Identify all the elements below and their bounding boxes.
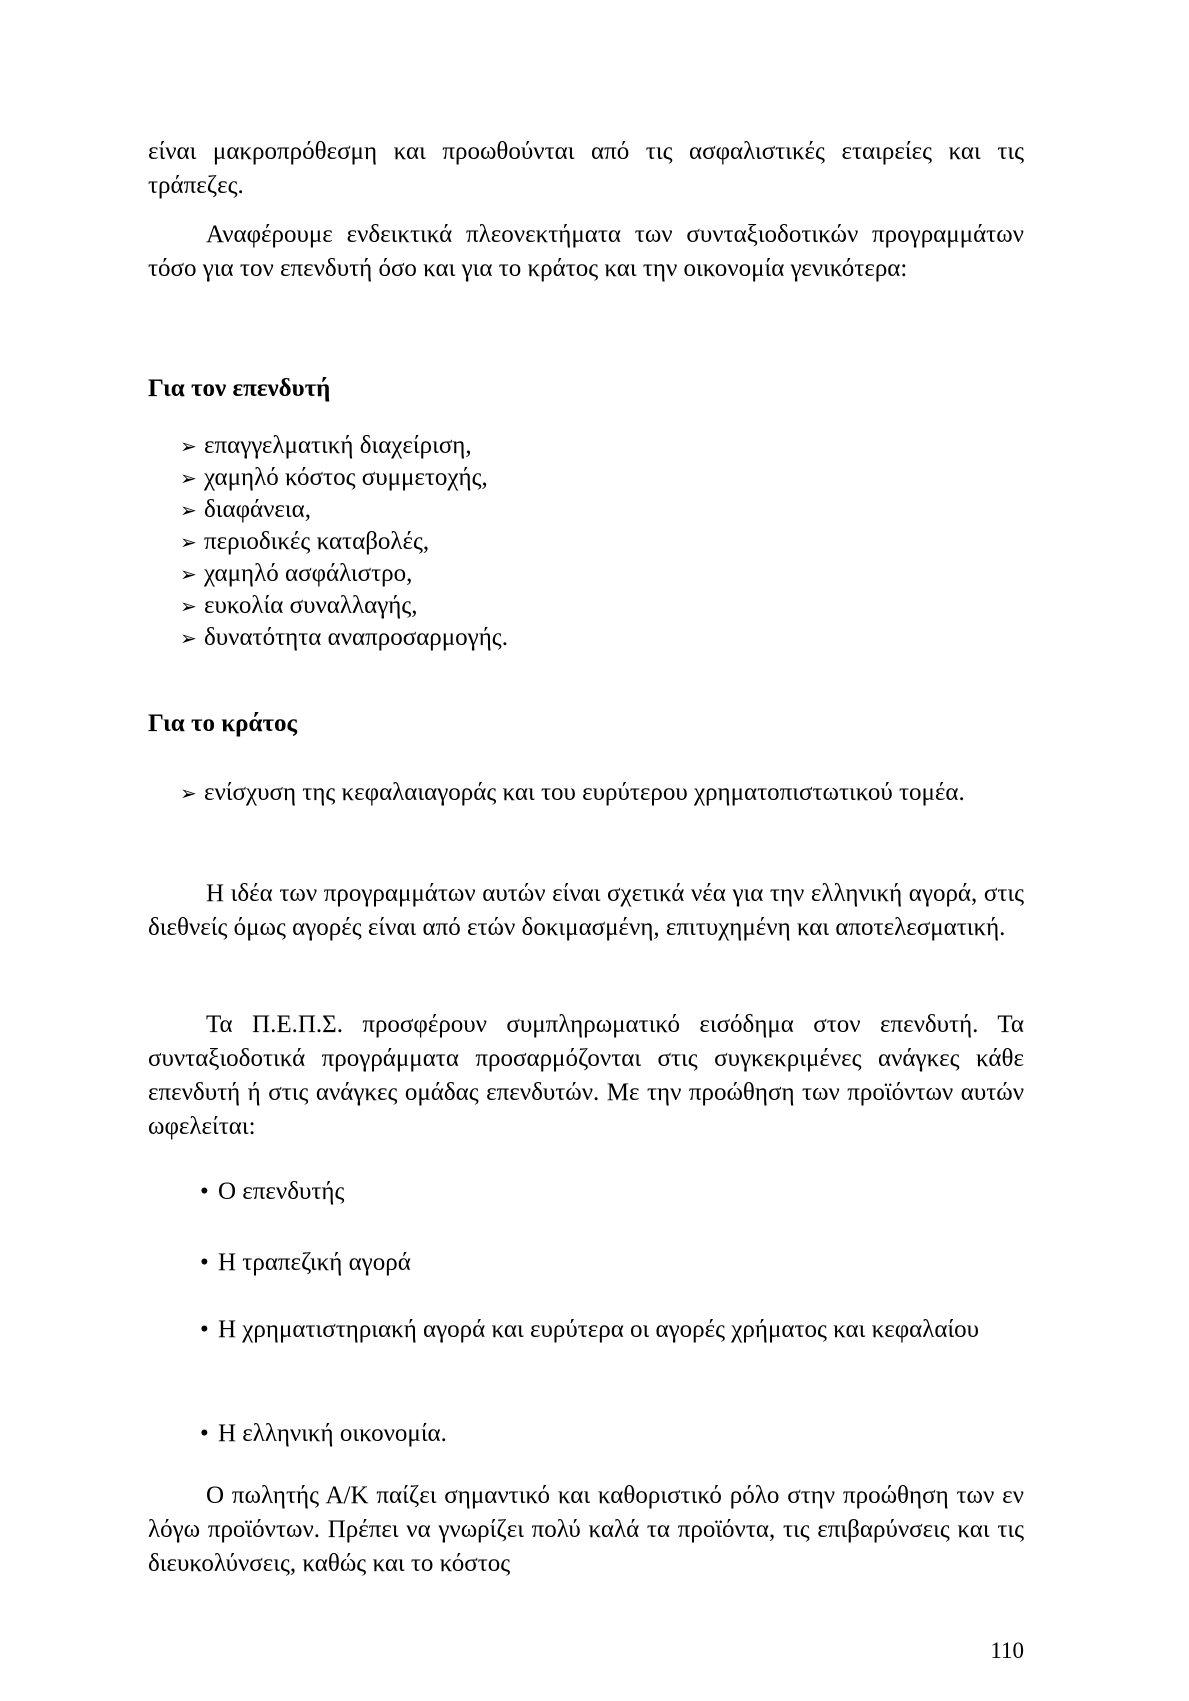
list-item: ➢ περιοδικές καταβολές,: [148, 526, 1024, 558]
beneficiary-item: • Ο επενδυτής: [200, 1175, 1024, 1209]
paragraph-continuation: είναι μακροπρόθεσμη και προωθούνται από τις ασφαλιστικές εταιρείες και τις τράπεζες.: [148, 138, 1024, 199]
beneficiary-item: • Η τραπεζική αγορά: [200, 1246, 1024, 1280]
beneficiary-item: • Η χρηματιστηριακή αγορά και ευρύτερα οι αγορές χρήματος και κεφαλαίου: [200, 1313, 1024, 1347]
list-item: ➢ χαμηλό ασφάλιστρο,: [148, 558, 1024, 590]
page-number: 110: [990, 1638, 1024, 1663]
list-item: ➢ επαγγελματική διαχείριση,: [148, 430, 1024, 462]
arrow-bullet-icon: ➢: [180, 498, 197, 522]
heading-state: Για το κράτος: [148, 710, 298, 737]
paragraph-seller-role: Ο πωλητής Α/Κ παίζει σημαντικό και καθοριστικό ρόλο στην προώθηση των εν λόγω προϊόντων. Πρέπει να γνωρίζει πολύ καλά τα προϊόντα, τις επιβαρύνσεις και τις διευκολύνσεις, καθώς και το κόστος: [148, 1482, 1024, 1577]
investor-advantages-list: [148, 430, 1024, 654]
state-advantages-list: [148, 776, 1024, 810]
arrow-bullet-icon: ➢: [180, 466, 197, 490]
arrow-bullet-icon: ➢: [180, 562, 197, 586]
beneficiary-item: • Η ελληνική οικονομία.: [200, 1417, 1024, 1451]
bullet-icon: •: [200, 1178, 209, 1205]
list-item: ➢ ενίσχυση της κεφαλαιαγοράς και του ευρύτερου χρηματοπιστωτικού τομέα.: [148, 776, 1024, 810]
paragraph-advantages-intro: Αναφέρουμε ενδεικτικά πλεονεκτήματα των συνταξιοδοτικών προγραμμάτων τόσο για τον επενδυτή όσο και για το κράτος και την οικονομία γενικότερα:: [148, 221, 1024, 282]
list-item: ➢ διαφάνεια,: [148, 494, 1024, 526]
arrow-bullet-icon: ➢: [180, 626, 197, 650]
paragraph-program-idea: Η ιδέα των προγραμμάτων αυτών είναι σχετικά νέα για την ελληνική αγορά, στις διεθνείς όμως αγορές είναι από ετών δοκιμασμένη, επιτυχημένη και αποτελεσματική.: [148, 880, 1024, 941]
list-item: ➢ δυνατότητα αναπροσαρμογής.: [148, 622, 1024, 654]
arrow-bullet-icon: ➢: [180, 781, 197, 805]
bullet-icon: •: [200, 1420, 209, 1447]
list-item: ➢ ευκολία συναλλαγής,: [148, 590, 1024, 622]
bullet-icon: •: [200, 1249, 209, 1276]
list-item: ➢ χαμηλό κόστος συμμετοχής,: [148, 462, 1024, 494]
arrow-bullet-icon: ➢: [180, 434, 197, 458]
paragraph-pension-programs: Τα Π.Ε.Π.Σ. προσφέρουν συμπληρωματικό εισόδημα στον επενδυτή. Τα συνταξιοδοτικά προγράμματα προσαρμόζονται στις συγκεκριμένες ανάγκες κάθε επενδυτή ή στις ανάγκες ομάδας επενδυτών. Με την προώθηση των προϊόντων αυτών ωφελείται:: [148, 1011, 1024, 1140]
arrow-bullet-icon: ➢: [180, 594, 197, 618]
arrow-bullet-icon: ➢: [180, 530, 197, 554]
bullet-icon: •: [200, 1316, 209, 1343]
heading-investor: Για τον επενδυτή: [148, 375, 331, 402]
